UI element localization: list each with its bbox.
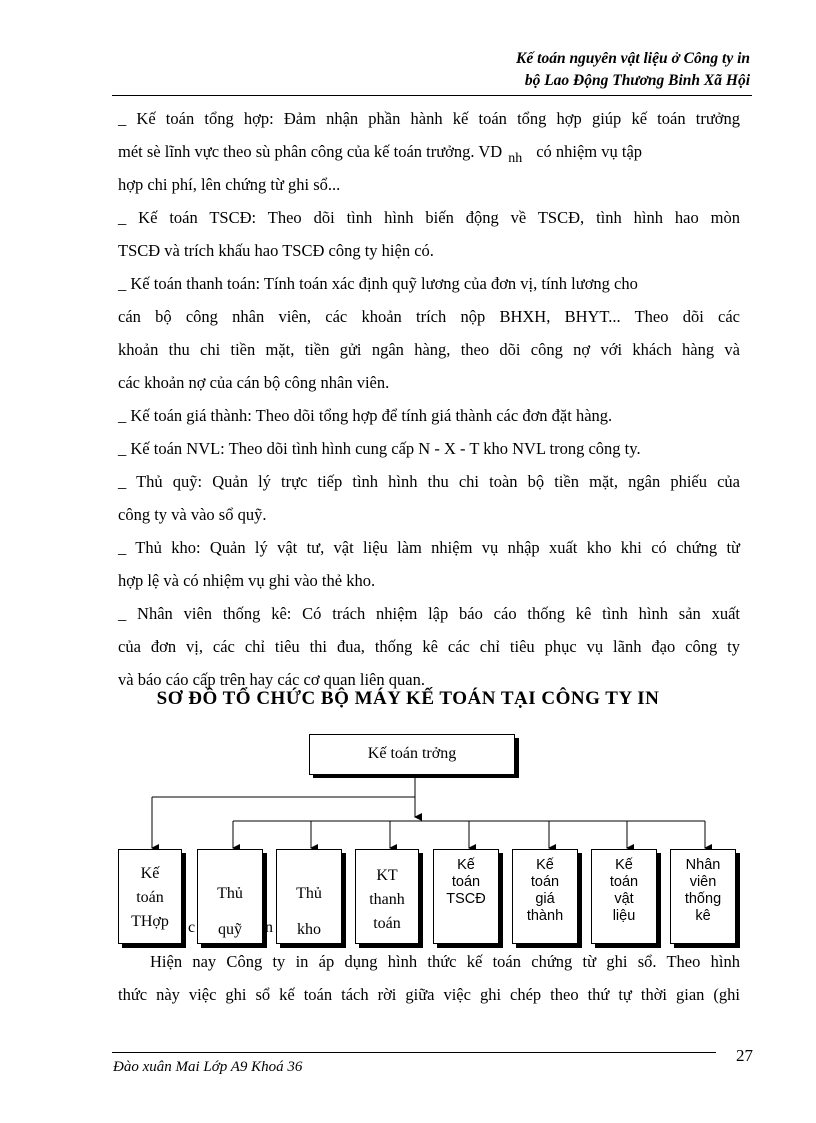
org-box-vatlieu-l2: toán: [609, 874, 639, 890]
org-box-thanhtoan: [355, 849, 419, 944]
org-chart-title: SƠ ĐỒ TỔ CHỨC BỘ MÁY KẾ TOÁN TẠI CÔNG TY IN: [156, 688, 660, 709]
p2-line-1: _ Kế toán TSCĐ: Theo dõi tình hình biến động về TSCĐ, tình hình hao mòn: [118, 208, 740, 227]
p3-line-3: khoản thu chi tiền mặt, tiền gửi ngân hàng, theo dõi công nợ với khách hàng và: [118, 340, 740, 359]
org-box-thongke-l1: Nhân: [685, 857, 721, 873]
p5-line-1: _ Kế toán NVL: Theo dõi tình hình cung cấp N - X - T kho NVL trong công ty.: [118, 439, 641, 458]
org-box-tscd-l2: toán: [451, 874, 481, 890]
p2-line-2: TSCĐ và trích khấu hao TSCĐ công ty hiện có.: [118, 241, 434, 260]
header-rule: [112, 95, 752, 96]
p1-line-2-post: có nhiệm vụ tập: [536, 142, 643, 161]
org-box-thongke-l2: viên: [689, 874, 717, 890]
p1-line-2-pre: mét sè lĩnh vực theo sù phân công của kế toán trưởng. VD: [118, 142, 503, 161]
footer-rule: [112, 1052, 716, 1053]
body-text: [118, 108, 740, 702]
org-box-tonghop-l1: Kế: [140, 865, 160, 882]
org-box-vatlieu: [591, 849, 657, 944]
p1-subscript: nh: [508, 151, 523, 166]
org-box-vatlieu-l1: Kế: [615, 857, 633, 873]
org-box-thanhtoan-l2: thanh: [369, 891, 405, 908]
org-box-thongke: [670, 849, 736, 944]
p7-line-2: hợp lệ và có nhiệm vụ ghi vào thẻ kho.: [118, 571, 376, 590]
org-box-thanhtoan-l1: KT: [376, 867, 398, 884]
org-box-thukho: [276, 849, 342, 944]
p4-line-1: _ Kế toán giá thành: Theo dõi tổng hợp để tính giá thành các đơn đặt hàng.: [118, 406, 613, 425]
org-box-thuquy-l1: Thủ: [217, 885, 243, 902]
p7-line-1: _ Thủ kho: Quản lý vật tư, vật liệu làm nhiệm vụ nhập xuất kho khi có chứng từ: [118, 538, 740, 557]
p8-line-3: và báo cáo cấp trên hay các cơ quan liên quan.: [118, 670, 425, 689]
page-number: 27: [736, 1046, 753, 1065]
p1-line-2: [118, 141, 740, 174]
org-box-giathanh-l2: toán: [530, 874, 560, 890]
closing-line-1: Hiện nay Công ty in áp dụng hình thức kế toán chứng từ ghi sổ. Theo hình: [150, 952, 740, 971]
p1-line-3: hợp chi phí, lên chứng từ ghi sổ...: [118, 175, 341, 194]
org-root-label: Kế toán trởng: [367, 745, 457, 762]
org-box-giathanh-l4: thành: [526, 908, 564, 924]
org-box-tscd-l3: TSCĐ: [446, 891, 486, 907]
p3-line-2: cán bộ công nhân viên, các khoản trích nộp BHXH, BHYT... Theo dõi các: [118, 307, 740, 326]
header-line-2: bộ Lao Động Thương Binh Xã Hội: [524, 72, 750, 89]
p8-line-1: _ Nhân viên thống kê: Có trách nhiệm lập báo cáo thống kê tình hình sản xuất: [118, 604, 740, 623]
org-box-tonghop-l2: toán: [136, 889, 164, 906]
p1-line-1: _ Kế toán tổng hợp: Đảm nhận phần hành kế toán tổng hợp giúp kế toán trưởng: [118, 109, 740, 128]
org-box-thukho-l1: Thủ: [296, 885, 322, 902]
org-box-vatlieu-l3: vật: [614, 891, 634, 907]
p6-line-2: công ty và vào sổ quỹ.: [118, 505, 267, 524]
org-root-box: [309, 734, 515, 775]
org-box-giathanh-l3: giá: [535, 891, 555, 907]
org-box-thuquy-l2: quỹ: [218, 921, 242, 938]
p3-line-4: các khoản nợ của cán bộ công nhân viên.: [118, 373, 390, 392]
running-header: [516, 48, 750, 92]
org-box-thukho-l2: kho: [297, 921, 321, 938]
org-box-giathanh-l1: Kế: [536, 857, 554, 873]
p6-line-1: _ Thủ quỹ: Quản lý trực tiếp tình hình thu chi toàn bộ tiền mặt, ngân phiếu của: [118, 472, 740, 491]
header-line-1: Kế toán nguyên vật liệu ở Công ty in: [516, 50, 750, 67]
closing-line-2: thức này việc ghi sổ kế toán tách rời giữa việc ghi chép theo thứ tự thời gian (ghi: [118, 985, 740, 1004]
org-box-tonghop-l3: THợp: [131, 913, 169, 930]
p3-line-1: _ Kế toán thanh toán: Tính toán xác định quỹ lương của đơn vị, tính lương cho: [118, 274, 638, 293]
overlap-fragment-2: n: [265, 919, 273, 936]
org-box-thongke-l4: kê: [695, 908, 711, 924]
org-box-tonghop: [118, 849, 182, 944]
overlap-fragment-1: c: [188, 919, 196, 936]
footer-author: Đào xuân Mai Lớp A9 Khoá 36: [113, 1059, 303, 1075]
org-box-vatlieu-l4: liệu: [612, 908, 636, 924]
p8-line-2: của đơn vị, các chỉ tiêu thi đua, thống kê các chỉ tiêu phục vụ lãnh đạo công ty: [118, 637, 740, 656]
org-box-thongke-l3: thống: [684, 891, 722, 907]
closing-text: [118, 952, 740, 1018]
org-box-tscd: [433, 849, 499, 944]
org-box-tscd-l1: Kế: [457, 857, 475, 873]
org-box-thanhtoan-l3: toán: [373, 915, 401, 932]
org-box-giathanh: [512, 849, 578, 944]
org-box-thuquy: [197, 849, 263, 944]
